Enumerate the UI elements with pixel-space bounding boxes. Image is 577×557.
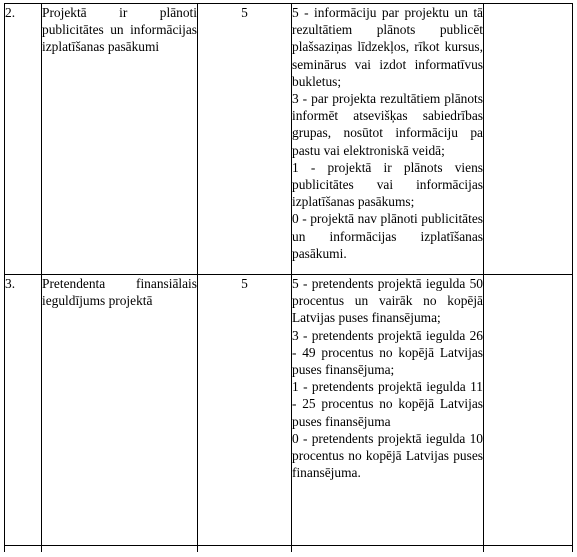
empty-cell: [484, 546, 573, 553]
criterion-text: Pretendenta finansiālais ieguldījums projektā: [42, 276, 197, 309]
max-points: 5: [198, 4, 292, 275]
scoring-option: 5 - informāciju par projektu un tā rezultātiem plānots publicēt plašsaziņas līdzekļos, rīkot kursus, seminārus vai izdot informatīvus bukletus;: [292, 5, 483, 89]
table-row: [5, 275, 573, 546]
criterion-cell: [42, 275, 198, 546]
max-points: 5: [198, 275, 292, 546]
criterion-text: Projektā ir plānoti publicitātes un informācijas izplatīšanas pasākumi: [42, 5, 197, 55]
scoring-option: 5 - pretendents projektā iegulda 50 procentus un vairāk no kopējā Latvijas puses finansējuma;: [292, 276, 483, 326]
empty-cell: [292, 546, 484, 553]
scoring-option: 3 - par projekta rezultātiem plānots informēt atsevišķas sabiedrības grupas, nosūtot informāciju pa pastu vai elektroniskā veidā;: [292, 91, 483, 158]
empty-cell: [198, 546, 292, 553]
scoring-option: 1 - projektā ir plānots viens publicitātes vai informācijas izplatīšanas pasākums;: [292, 159, 483, 210]
row-number: 2.: [5, 4, 42, 275]
empty-cell: [484, 4, 573, 275]
empty-cell: [42, 546, 198, 553]
criteria-table: [4, 3, 573, 552]
table-row-continued: [5, 546, 573, 553]
scoring-option: 0 - pretendents projektā iegulda 10 procentus no kopējā Latvijas puses finansējuma.: [292, 430, 483, 481]
scoring-cell: [292, 4, 484, 275]
scoring-option: 0 - projektā nav plānoti publicitātes un informācijas izplatīšanas pasākumi.: [292, 211, 483, 261]
table-row: [5, 4, 573, 275]
criterion-cell: [42, 4, 198, 275]
empty-cell: [484, 275, 573, 546]
scoring-option: 3 - pretendents projektā iegulda 26 - 49 procentus no kopējā Latvijas puses finansējuma;: [292, 327, 483, 378]
scoring-cell: [292, 275, 484, 546]
row-number: 3.: [5, 275, 42, 546]
empty-cell: [5, 546, 42, 553]
scoring-option: 1 - pretendents projektā iegulda 11 - 25 procentus no kopējā Latvijas puses finansējuma: [292, 379, 483, 429]
